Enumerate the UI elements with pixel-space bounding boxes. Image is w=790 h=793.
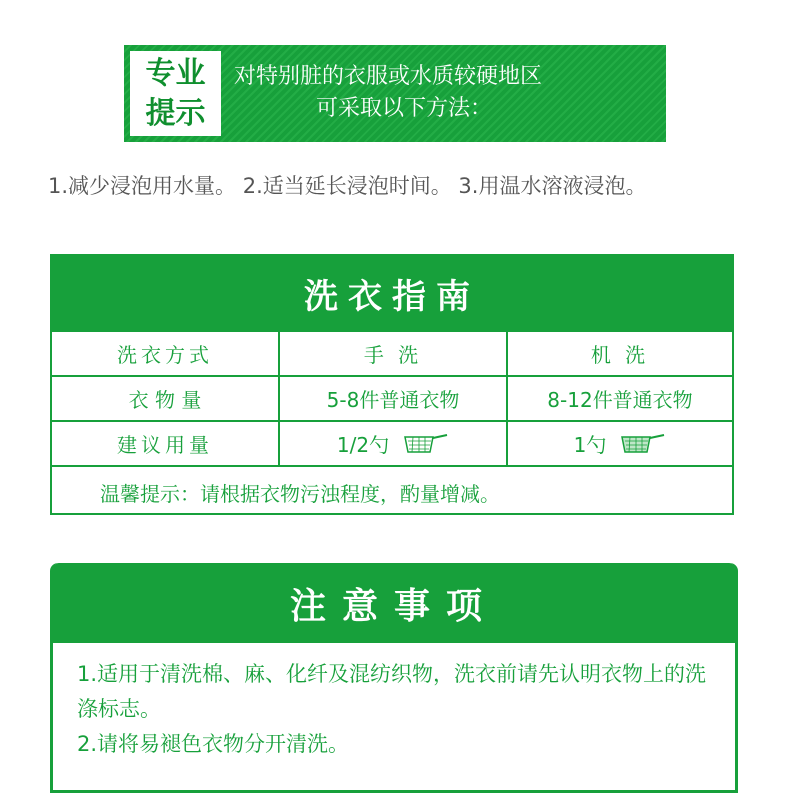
guide-note: 温馨提示：请根据衣物污浊程度，酌量增减。 [100,481,500,506]
scoop-icon [403,433,449,455]
guide-machine-dosage: 1勺 [573,433,607,457]
precautions-title: 注意事项 [53,563,735,643]
precaution-item-1: 1.适用于清洗棉、麻、化纤及混纺织物，洗衣前请先认明衣物上的洗涤标志。 [77,662,707,721]
guide-row-amount [52,375,732,420]
guide-label-amount: 衣 物 量 [128,388,202,412]
guide-hand-method: 手 洗 [278,332,506,375]
tip-badge-line2: 提示 [145,95,206,131]
guide-machine-amount: 8-12件普通衣物 [506,377,732,420]
guide-hand-dosage-cell [278,422,506,465]
guide-title: 洗衣指南 [52,256,732,330]
methods-text: 1.减少浸泡用水量。 2.适当延长浸泡时间。 3.用温水溶液浸泡。 [48,174,647,198]
guide-hand-amount: 5-8件普通衣物 [278,377,506,420]
guide-label-dosage: 建议用量 [117,433,213,457]
precautions-panel [50,563,738,793]
tip-text-line2: 可采取以下方法： [316,96,493,121]
tip-badge [130,51,221,136]
guide-machine-method: 机 洗 [506,332,732,375]
precautions-body [53,643,735,762]
precaution-item-2: 2.请将易褪色衣物分开清洗。 [77,732,350,756]
guide-row-note [52,465,732,517]
tip-text [234,61,654,125]
guide-hand-dosage: 1/2勺 [336,433,390,457]
scoop-icon [620,433,666,455]
tip-text-line1: 对特别脏的衣服或水质较硬地区 [234,64,543,89]
guide-machine-dosage-cell [506,422,732,465]
guide-label-method: 洗衣方式 [117,343,213,367]
tip-badge-line1: 专业 [145,55,206,91]
tip-banner [124,45,666,142]
guide-row-dosage [52,420,732,465]
washing-guide-table [50,254,734,515]
guide-row-method [52,330,732,375]
